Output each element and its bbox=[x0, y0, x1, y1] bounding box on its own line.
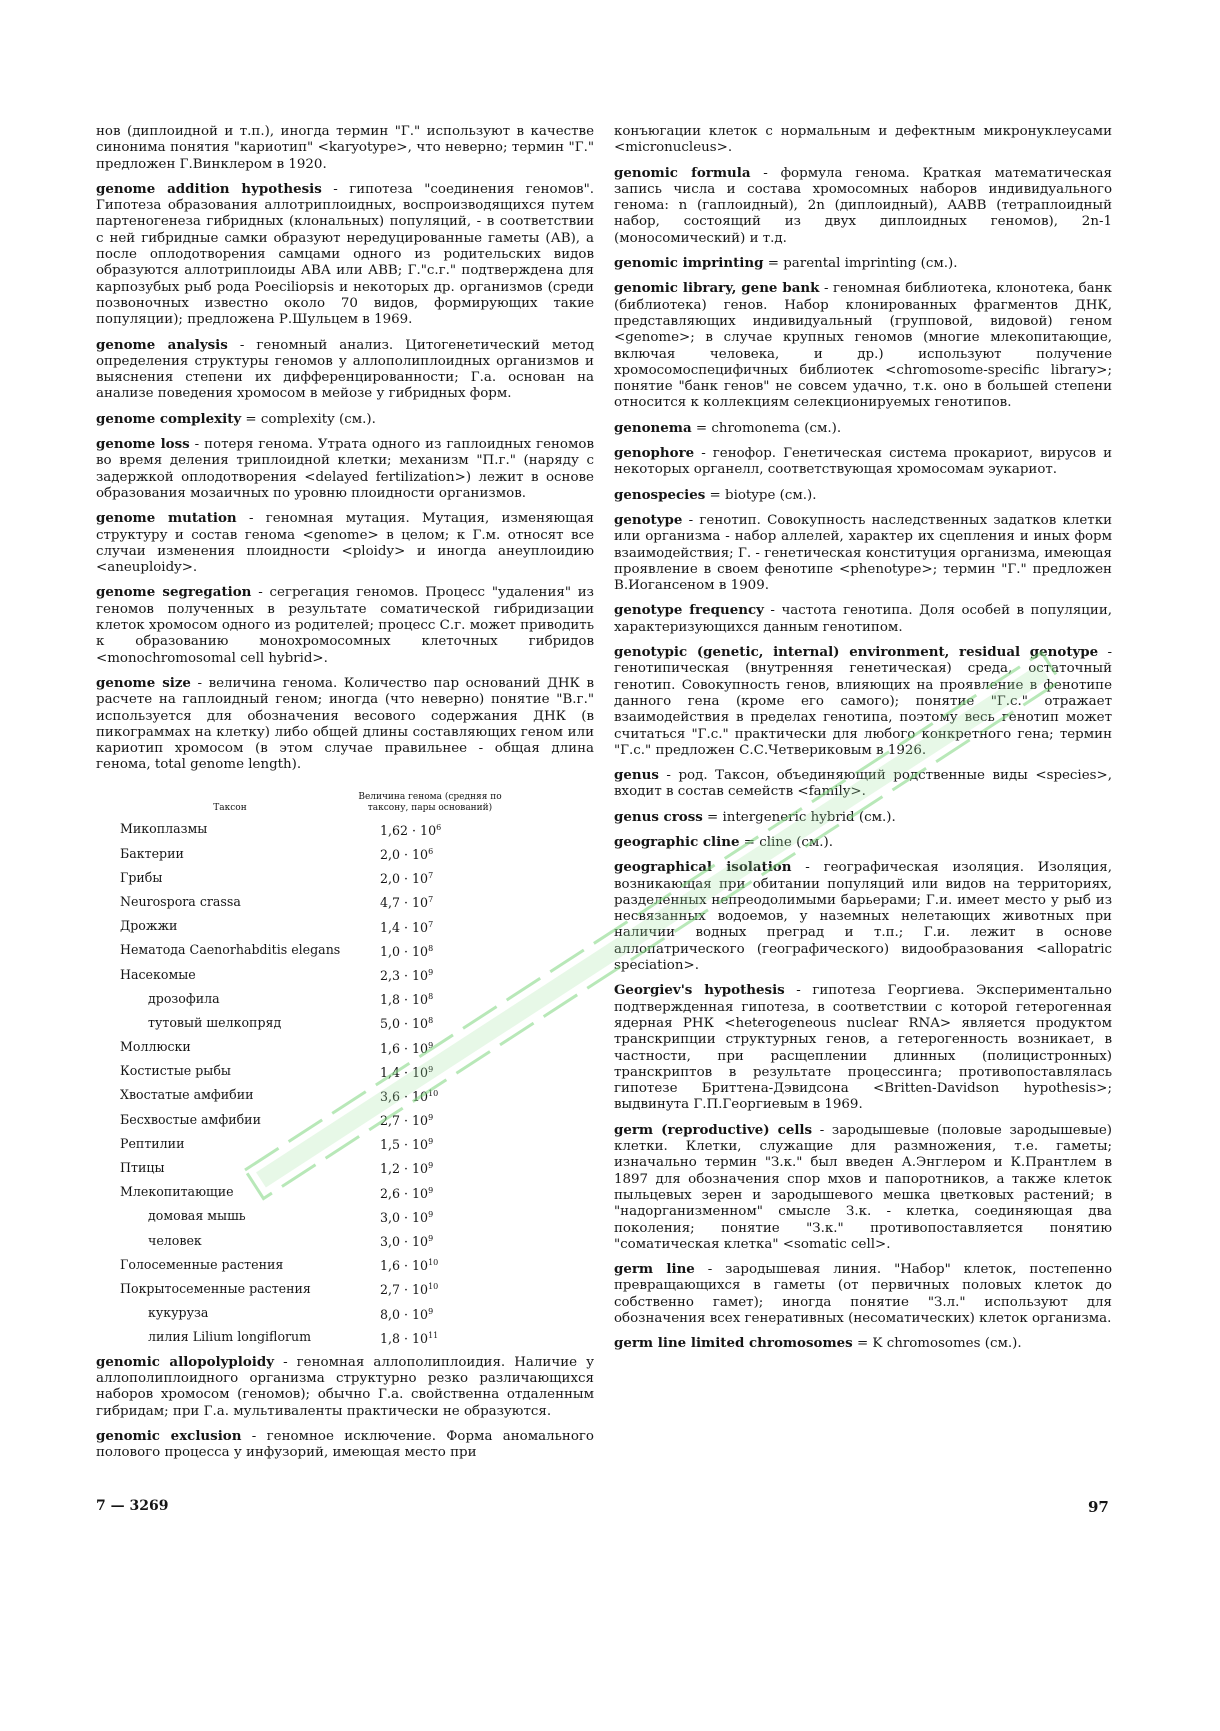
entry-term: genomic library, gene bank bbox=[614, 280, 820, 297]
genome-size-cell bbox=[380, 892, 520, 912]
dictionary-entry bbox=[614, 1335, 1112, 1352]
genome-size-mantissa: 2,0 · 10 bbox=[380, 871, 429, 887]
genome-size-exponent: 9 bbox=[428, 1306, 434, 1316]
entry-term: genus cross bbox=[614, 808, 703, 825]
taxon-cell: домовая мышь bbox=[148, 1208, 246, 1224]
entry-definition: - геномный анализ. Цитогенетический метод определения структуры геномов у аллополиплоидных организмов и выяснения степени их дифференцированности; Г.а. основан на анализе поведения хромосом в мейозе у гибридных форм. bbox=[96, 337, 594, 402]
table-row bbox=[120, 1301, 520, 1325]
genome-size-exponent: 6 bbox=[428, 847, 434, 857]
entry-definition: - гипотеза "соединения геномов". Гипотеза образования аллотриплоидных, воспроизводящихся путем партеногенеза гибридных (клональных) популяций, - в соответствии с ней гибридные самки образуют нередуцированные гаметы (АВ), а после оплодотворения самцами одного из родительских видов образуются аллотриплоиды АВА или АВВ; Г."с.г." подтверждена для карпозубых рыб рода Poeciliopsis и некоторых др. организмов (среди позвоночных известно около 70 видов, формирующих такие популяции); предложена Р.Шульцем в 1969. bbox=[96, 181, 594, 328]
table-row bbox=[120, 1181, 520, 1205]
entry-definition: - геномное исключение. Форма аномального полового процесса у инфузорий, имеющая место при bbox=[96, 1429, 594, 1461]
entry-definition: нов (диплоидной и т.п.), иногда термин "Г." используют в качестве синонима понятия "кариотип" <karyotype>, что неверно; термин "Г." предложен Г.Винклером в 1920. bbox=[96, 124, 594, 172]
table-row bbox=[120, 1035, 520, 1059]
table-row bbox=[120, 1060, 520, 1084]
genome-size-mantissa: 1,6 · 10 bbox=[380, 1258, 429, 1274]
genome-size-mantissa: 1,8 · 10 bbox=[380, 992, 429, 1008]
entry-definition: = complexity (см.). bbox=[241, 411, 376, 427]
taxon-cell: Голосеменные растения bbox=[120, 1256, 284, 1272]
genome-size-exponent: 9 bbox=[428, 1161, 434, 1171]
taxon-cell: Дрожжи bbox=[120, 918, 178, 934]
entry-definition: - генотипическая (внутренняя генетическая) среда, остаточный генотип. Совокупность генов, влияющих на проявление в фенотипе данного гена (кроме его самого); понятие "Г.с." отражает взаимодействия в пределах генотипа, поэтому весь генотип может считаться "Г.с." практически для любого конкретного гена; термин "Г.с." предложен С.С.Четвериковым в 1926. bbox=[614, 645, 1113, 758]
genome-size-cell bbox=[380, 1013, 520, 1033]
table-row bbox=[120, 987, 520, 1011]
genome-size-exponent: 7 bbox=[428, 919, 434, 929]
genome-size-exponent: 8 bbox=[428, 1016, 434, 1026]
dictionary-entry bbox=[614, 644, 1112, 759]
taxon-cell: кукуруза bbox=[148, 1305, 209, 1321]
genome-size-mantissa: 1,5 · 10 bbox=[380, 1137, 429, 1153]
genome-size-cell bbox=[380, 1038, 520, 1058]
dictionary-entry bbox=[614, 767, 1112, 801]
taxon-cell: Грибы bbox=[120, 869, 163, 885]
entry-term: genome analysis bbox=[96, 336, 228, 353]
genome-size-exponent: 9 bbox=[428, 1064, 434, 1074]
entry-definition: - потеря генома. Утрата одного из гаплоидных геномов во время деления триплоидной клетки; механизм "П.г." (наряду с задержкой оплодотворения <delayed fertilization>) лежит в основе образования мозаичных по уровню плоидности организмов. bbox=[96, 437, 595, 501]
genome-size-cell bbox=[380, 1086, 520, 1106]
entry-definition: - величина генома. Количество пар оснований ДНК в расчете на гаплоидный геном; иногда (что неверно) понятие "В.г." используется для обозначения весового содержания ДНК (в пикограммах на клетку) либо общей длины составляющих геном или кариотип хромосом (в этом случае правильнее - общая длина генома, total genome length). bbox=[96, 675, 594, 773]
genome-size-cell bbox=[380, 820, 520, 840]
genome-size-table bbox=[120, 792, 520, 1350]
genome-size-cell bbox=[380, 1134, 520, 1154]
taxon-cell: Neurospora crassa bbox=[120, 893, 241, 909]
entry-term: genome complexity bbox=[96, 410, 242, 427]
entry-term: genome addition hypothesis bbox=[96, 180, 322, 197]
genome-size-cell bbox=[380, 1158, 520, 1178]
table-row bbox=[120, 1253, 520, 1277]
genome-size-mantissa: 4,7 · 10 bbox=[380, 895, 429, 911]
genome-size-exponent: 9 bbox=[428, 1234, 434, 1244]
genome-size-cell bbox=[380, 868, 520, 888]
dictionary-entry bbox=[614, 124, 1112, 157]
entry-definition: - зародышевые (половые зародышевые) клетки. Клетки, служащие для размножения, т.е. гаметы; изначально термин "З.к." был введен А.Энглером и К.Прантлем в 1897 для обозначения спор мхов и папоротников, а также клеток пыльцевых зерен и зародышевого мешка цветковых растений; в "надорганизменном" смысле З.к. - клетка, соединяющая два поколения; понятие "З.к." противопоставляется понятию "соматическая клетка" <somatic cell>. bbox=[614, 1122, 1112, 1252]
genome-size-mantissa: 3,0 · 10 bbox=[380, 1210, 429, 1226]
taxon-cell: Птицы bbox=[120, 1160, 165, 1176]
genome-size-cell bbox=[380, 965, 520, 985]
entry-term: germ line bbox=[614, 1261, 695, 1278]
genome-size-exponent: 9 bbox=[428, 1209, 434, 1219]
genome-size-exponent: 8 bbox=[428, 992, 434, 1002]
taxon-cell: Микоплазмы bbox=[120, 821, 208, 837]
taxon-cell: Бесхвостые амфибии bbox=[120, 1111, 261, 1127]
right-column bbox=[614, 124, 1112, 1361]
entry-definition: = chromonema (см.). bbox=[691, 420, 842, 436]
genome-size-mantissa: 5,0 · 10 bbox=[380, 1016, 429, 1032]
table-row bbox=[120, 963, 520, 987]
entry-definition: - генофор. Генетическая система прокариот, вирусов и некоторых органелл, соответствующая хромосомам эукариот. bbox=[614, 446, 1112, 478]
dictionary-entry bbox=[614, 1261, 1112, 1327]
entry-term: genomic imprinting bbox=[614, 255, 764, 272]
entry-term: genus bbox=[614, 767, 659, 784]
page-number: 97 bbox=[1088, 1498, 1109, 1516]
genome-size-exponent: 10 bbox=[428, 1258, 439, 1268]
taxon-cell: Насекомые bbox=[120, 966, 196, 982]
genome-size-cell bbox=[380, 1110, 520, 1130]
genome-size-exponent: 9 bbox=[428, 1137, 434, 1147]
dictionary-entry bbox=[96, 584, 594, 666]
table-row bbox=[120, 1132, 520, 1156]
genome-size-exponent: 9 bbox=[428, 1040, 434, 1050]
entry-definition: = cline (см.). bbox=[739, 834, 833, 850]
genome-size-mantissa: 8,0 · 10 bbox=[380, 1306, 429, 1322]
genome-size-exponent: 7 bbox=[428, 871, 434, 881]
table-row bbox=[120, 1229, 520, 1253]
taxon-cell: лилия Lilium longiflorum bbox=[148, 1329, 312, 1345]
genome-size-mantissa: 2,7 · 10 bbox=[380, 1282, 429, 1298]
entry-term: genome size bbox=[96, 674, 191, 691]
genome-size-mantissa: 1,8 · 10 bbox=[380, 1330, 429, 1346]
table-row bbox=[120, 939, 520, 963]
entry-definition: - гипотеза Георгиева. Экспериментально подтвержденная гипотеза, в соответствии с которой гетерогенная ядерная РНК <heterogeneous nuclear RNA> является продуктом транскрипции структурных генов, а гетерогенность возникает, в частности, при расщеплении длинных (полицистронных) транскриптов в результате процессинга; противопоставлялась гипотезе Бриттена-Дэвидсона <Britten-Davidson hypothesis>; выдвинута Г.П.Георгиевым в 1969. bbox=[614, 983, 1112, 1113]
entry-definition: - географическая изоляция. Изоляция, возникающая при обитании популяций или видов на территориях, разделенных непреодолимыми барьерами; Г.и. имеет место у рыб из несвязанных водоемов, у наземных нелетающих животных при наличии водных преград и т.п.; Г.и. лежит в основе аллопатрического (географического) видообразования <allopatric speciation>. bbox=[614, 860, 1112, 974]
entry-term: germ line limited chromosomes bbox=[614, 1335, 853, 1352]
entry-definition: = K chromosomes (см.). bbox=[852, 1336, 1022, 1352]
taxon-cell: Покрытосеменные растения bbox=[120, 1280, 311, 1296]
entry-term: geographical isolation bbox=[614, 859, 792, 876]
genome-size-cell bbox=[380, 1304, 520, 1324]
entry-definition: - генотип. Совокупность наследственных задатков клетки или организма - набор аллелей, характер их сцепления и иных форм взаимодействия; Г. - генетическая конституция организма, имеющая проявление в своем фенотипе <phenotype>; термин "Г." предложен В.Иогансеном в 1909. bbox=[614, 512, 1112, 594]
entry-term: genomic allopolyploidy bbox=[96, 1353, 274, 1370]
entry-definition: - зародышевая линия. "Набор" клеток, постепенно превращающихся в гаметы (от первичных половых клеток до собственно гамет); иногда понятие "З.л." используют для обозначения всех генеративных (несоматических) клеток организма. bbox=[614, 1262, 1112, 1326]
table-row bbox=[120, 842, 520, 866]
genome-size-mantissa: 1,0 · 10 bbox=[380, 943, 429, 959]
taxon-cell: Костистые рыбы bbox=[120, 1063, 231, 1079]
dictionary-entry bbox=[614, 602, 1112, 636]
table-header-genome-size: Величина генома (средняя по таксону, пары оснований) bbox=[358, 791, 502, 813]
dictionary-entry bbox=[614, 982, 1112, 1113]
entry-definition: - геномная библиотека, клонотека, банк (библиотека) генов. Набор клонированных фрагментов ДНК, представляющих индивидуальный (групповой, видовой) геном <genome>; в случае крупных геномов (многие млекопитающие, включая человека, и др.) используют получение хромосомоспецифичных библиотек <chromosome-specific library>; понятие "банк генов" не совсем удачно, т.к. оно в большей степени относится к коллекциям селекционируемых генотипов. bbox=[614, 281, 1112, 411]
genome-size-cell bbox=[380, 844, 520, 864]
genome-size-mantissa: 1,62 · 10 bbox=[380, 823, 437, 839]
entry-definition: - род. Таксон, объединяющий родственные виды <species>, входит в состав семейств <family>. bbox=[614, 768, 1112, 800]
taxon-cell: человек bbox=[148, 1232, 202, 1248]
table-row bbox=[120, 1156, 520, 1180]
entry-term: genome segregation bbox=[96, 584, 252, 601]
dictionary-entry bbox=[96, 337, 594, 403]
entry-term: genotypic (genetic, internal) environment, residual genotype bbox=[614, 644, 1099, 661]
entry-definition: - формула генома. Краткая математическая запись числа и состава хромосомных наборов индивидуального генома: n (гаплоидный), 2n (диплоидный), AABB (тетраплоидный набор, состоящий из двух диплоидных геномов), 2n-1 (моносомический) и т.д. bbox=[614, 165, 1112, 246]
dictionary-entry bbox=[96, 436, 594, 502]
dictionary-entry bbox=[614, 809, 1112, 826]
entry-term: genome mutation bbox=[96, 510, 237, 527]
dictionary-entry bbox=[614, 165, 1112, 247]
entry-term: genospecies bbox=[614, 486, 706, 503]
table-header bbox=[120, 792, 520, 814]
table-header-taxon: Таксон bbox=[213, 802, 247, 813]
table-row bbox=[120, 1011, 520, 1035]
entry-term: genotype bbox=[614, 511, 683, 528]
entry-term: germ (reproductive) cells bbox=[614, 1121, 813, 1138]
genome-size-cell bbox=[380, 1062, 520, 1082]
entry-term: geographic cline bbox=[614, 833, 740, 850]
dictionary-entry bbox=[614, 512, 1112, 594]
genome-size-exponent: 10 bbox=[428, 1282, 439, 1292]
genome-size-cell bbox=[380, 1207, 520, 1227]
entry-term: genophore bbox=[614, 445, 695, 462]
taxon-cell: тутовый шелкопряд bbox=[148, 1014, 282, 1030]
genome-size-mantissa: 1,4 · 10 bbox=[380, 919, 429, 935]
table-row bbox=[120, 1277, 520, 1301]
genome-size-mantissa: 2,7 · 10 bbox=[380, 1113, 429, 1129]
dictionary-entry bbox=[614, 420, 1112, 437]
table-row bbox=[120, 1084, 520, 1108]
genome-size-exponent: 7 bbox=[428, 895, 434, 905]
taxon-cell: Моллюски bbox=[120, 1039, 191, 1055]
dictionary-entry bbox=[614, 834, 1112, 851]
entry-definition: - геномная аллополиплоидия. Наличие у аллополиплоидного организма структурно резко различающихся наборов хромосом (геномов); обычно Г.а. свойственна отдаленным гибридам; при Г.а. мультиваленты практически не образуются. bbox=[96, 1354, 594, 1419]
entry-definition: = intergeneric hybrid (см.). bbox=[702, 809, 896, 825]
genome-size-cell bbox=[380, 1255, 520, 1275]
genome-size-mantissa: 3,0 · 10 bbox=[380, 1234, 429, 1250]
taxon-cell: Рептилии bbox=[120, 1135, 185, 1151]
entry-definition: - частота генотипа. Доля особей в популяции, характеризующихся данным генотипом. bbox=[614, 603, 1112, 635]
taxon-cell: Млекопитающие bbox=[120, 1184, 234, 1200]
entry-term: genomic exclusion bbox=[96, 1428, 242, 1444]
dictionary-entry bbox=[96, 1354, 594, 1420]
dictionary-entry bbox=[96, 181, 594, 329]
taxon-cell: Нематода Caenorhabditis elegans bbox=[120, 942, 341, 958]
taxon-cell: Бактерии bbox=[120, 845, 184, 861]
dictionary-entry bbox=[614, 487, 1112, 504]
table-row bbox=[120, 890, 520, 914]
entry-definition: конъюгации клеток с нормальным и дефектным микронуклеусами <micronucleus>. bbox=[614, 124, 1112, 156]
genome-size-mantissa: 2,6 · 10 bbox=[380, 1185, 429, 1201]
taxon-cell: дрозофила bbox=[148, 990, 220, 1006]
genome-size-mantissa: 1,6 · 10 bbox=[380, 1040, 429, 1056]
entry-term: genonema bbox=[614, 419, 692, 436]
table-row bbox=[120, 818, 520, 842]
genome-size-exponent: 9 bbox=[428, 967, 434, 977]
dictionary-entry bbox=[96, 1428, 594, 1462]
taxon-cell: Хвостатые амфибии bbox=[120, 1087, 254, 1103]
genome-size-exponent: 11 bbox=[428, 1330, 439, 1340]
entry-definition: - сегрегация геномов. Процесс "удаления" из геномов полученных в результате соматической гибридизации клеток хромосом одного из родителей; процесс С.г. может приводить к образованию монохромосомных клеточных гибридов <monochromosomal cell hybrid>. bbox=[96, 585, 594, 666]
genome-size-cell bbox=[380, 1279, 520, 1299]
table-row bbox=[120, 1326, 520, 1350]
genome-size-cell bbox=[380, 1231, 520, 1251]
dictionary-entry bbox=[614, 280, 1112, 411]
entry-definition: = biotype (см.). bbox=[705, 487, 817, 503]
dictionary-entry bbox=[614, 1122, 1112, 1253]
left-column bbox=[96, 124, 594, 1470]
entry-term: genome loss bbox=[96, 436, 190, 453]
entry-definition: - геномная мутация. Мутация, изменяющая структуру и состав генома <genome> в целом; к Г.м. относят все случаи изменения плоидности <ploidy> и иногда анеуплоидию <aneuploidy>. bbox=[96, 511, 594, 576]
genome-size-cell bbox=[380, 1328, 520, 1348]
genome-size-mantissa: 3,6 · 10 bbox=[380, 1089, 429, 1105]
genome-size-mantissa: 1,2 · 10 bbox=[380, 1161, 429, 1177]
genome-size-exponent: 10 bbox=[428, 1088, 439, 1098]
genome-size-exponent: 9 bbox=[428, 1185, 434, 1195]
genome-size-mantissa: 2,0 · 10 bbox=[380, 847, 429, 863]
genome-size-mantissa: 1,4 · 10 bbox=[380, 1064, 429, 1080]
genome-size-cell bbox=[380, 1183, 520, 1203]
entry-term: genomic formula bbox=[614, 164, 751, 181]
genome-size-exponent: 8 bbox=[428, 943, 434, 953]
table-row bbox=[120, 866, 520, 890]
table-row bbox=[120, 1205, 520, 1229]
table-row bbox=[120, 1108, 520, 1132]
dictionary-entry bbox=[614, 859, 1112, 974]
genome-size-cell bbox=[380, 917, 520, 937]
dictionary-entry bbox=[96, 510, 594, 576]
dictionary-entry bbox=[614, 255, 1112, 272]
entry-term: Georgiev's hypothesis bbox=[614, 982, 785, 999]
entry-definition: = parental imprinting (см.). bbox=[763, 256, 958, 272]
dictionary-entry bbox=[96, 124, 594, 173]
dictionary-entry bbox=[96, 411, 594, 428]
dictionary-entry bbox=[614, 445, 1112, 479]
sheet-signature: 7 — 3269 bbox=[96, 1498, 169, 1514]
genome-size-exponent: 9 bbox=[428, 1113, 434, 1123]
genome-size-cell bbox=[380, 989, 520, 1009]
genome-size-cell bbox=[380, 941, 520, 961]
genome-size-exponent: 6 bbox=[436, 822, 442, 832]
genome-size-mantissa: 2,3 · 10 bbox=[380, 968, 429, 984]
dictionary-entry bbox=[96, 675, 594, 774]
entry-term: genotype frequency bbox=[614, 602, 764, 619]
table-row bbox=[120, 914, 520, 938]
